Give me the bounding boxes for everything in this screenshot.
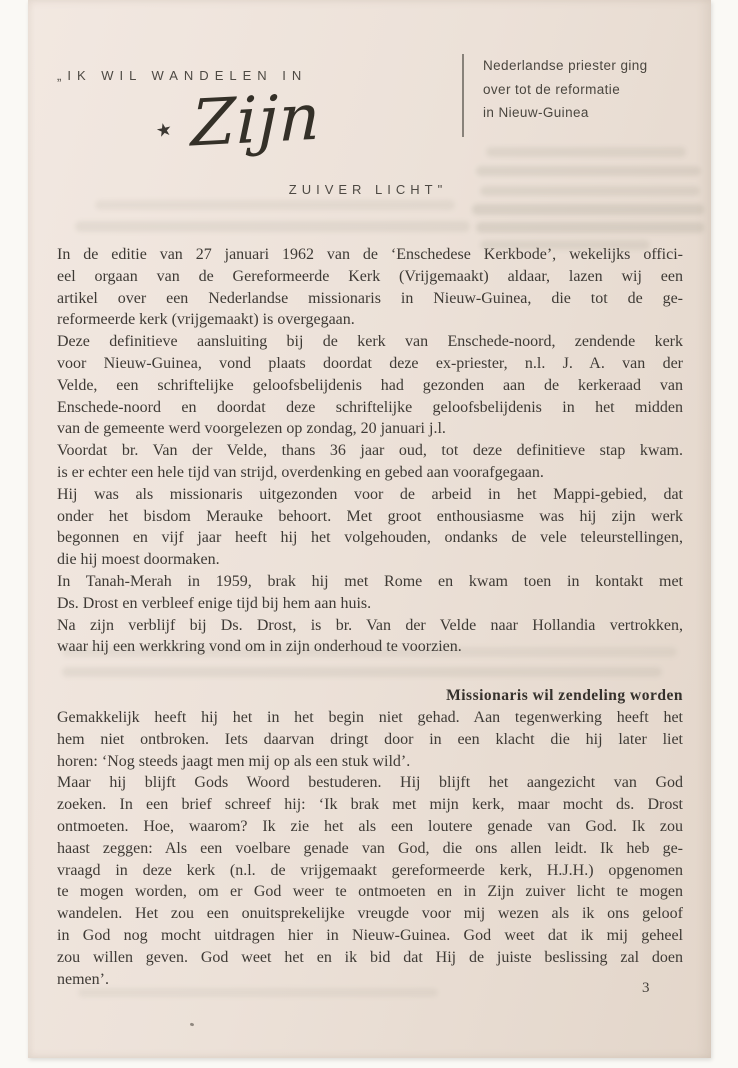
- bleed-through-mark: [476, 222, 704, 233]
- text-line: Maar hij blijft Gods Woord bestuderen. Hij blijft het aangezicht van God: [57, 774, 683, 792]
- text-line: wandelen. Het zou een onuitsprekelijke vreugde voor mij wezen als ik ons geloof: [57, 905, 683, 923]
- star-icon: ★: [153, 118, 175, 143]
- bleed-through-mark: [480, 186, 700, 196]
- text-line: Velde, een schriftelijke geloofsbelijdenis had gezonden aan de kerkeraad van: [57, 376, 683, 394]
- bleed-through-mark: [95, 200, 455, 210]
- paragraph: [57, 331, 683, 440]
- side-note-line: in Nieuw-Guinea: [483, 105, 589, 120]
- paragraph: [57, 707, 683, 772]
- paper-speck: [190, 1022, 195, 1026]
- text-line: hem niet ontbroken. Iets daarvan dringt door in een klacht die hij later liet: [57, 730, 683, 748]
- text-line: haast zeggen: Als een voelbare genade van God, die ons allen leidt. Ik heb ge-: [57, 839, 683, 857]
- page-number: 3: [642, 980, 650, 996]
- text-line: onder het bisdom Merauke behoort. Met groot enthousiasme was hij zijn werk: [57, 507, 683, 525]
- text-line: zou willen geven. God weet het en ik bid dat Hij de juiste beslissing zal doen: [57, 948, 683, 966]
- text-line: Hij was als missionaris uitgezonden voor de arbeid in het Mappi-gebied, dat: [57, 485, 683, 503]
- text-line: vraagd in deze kerk (n.l. de vrijgemaakt gereformeerde kerk, H.J.H.) opgenomen: [57, 861, 683, 879]
- bleed-through-mark: [486, 147, 686, 157]
- text-line: te mogen worden, om er God weer te ontmoeten en in Zijn zuiver licht te mogen: [57, 883, 683, 901]
- text-line: In de editie van 27 januari 1962 van de ‘Enschedese Kerkbode’, wekelijks offici-: [57, 246, 683, 263]
- text-line: voor Nieuw-Guinea, vond plaats doordat deze ex-priester, n.l. J. A. van der: [57, 354, 683, 372]
- text-line: Gemakkelijk heeft hij het in het begin niet gehad. Aan tegenwerking heeft het: [57, 708, 683, 726]
- paragraph: [57, 571, 683, 615]
- side-note-line: over tot de reformatie: [483, 81, 621, 97]
- text-line: zoeken. In een brief schreef hij: ‘Ik brak met mijn kerk, maar mocht ds. Drost: [57, 796, 683, 814]
- text-line: Voordat br. Van der Velde, thans 36 jaar oud, tot deze definitieve stap kwam.: [57, 442, 683, 460]
- title-subtitle: ZUIVER LICHT": [288, 182, 448, 197]
- bleed-through-mark: [75, 221, 470, 232]
- section-heading: Missionaris wil zendeling worden: [446, 687, 683, 705]
- paragraph: [57, 772, 683, 990]
- text-line: Enschede-noord en doordat deze schriftelijke geloofsbelijdenis in het midden: [57, 398, 683, 416]
- bleed-through-mark: [476, 166, 701, 176]
- text-line: eel orgaan van de Gereformeerde Kerk (Vrijgemaakt) aldaar, lazen wij een: [57, 267, 683, 285]
- paragraph: [57, 484, 683, 571]
- title-script-word: Zijn: [190, 80, 322, 162]
- page-scan: [28, 0, 711, 1058]
- side-note-line: Nederlandse priester ging: [483, 58, 648, 73]
- header-side-note: [483, 54, 713, 125]
- text-line: Deze definitieve aansluiting bij de kerk van Enschede-noord, zendende kerk: [57, 333, 683, 351]
- paragraph: [57, 244, 683, 331]
- text-line: Na zijn verblijf bij Ds. Drost, is br. Van der Velde naar Hollandia vertrokken,: [57, 616, 683, 634]
- text-line: begonnen en vijf jaar heeft hij het volgehouden, ondanks de vele teleurstellingen,: [57, 529, 683, 547]
- text-line: in God nog mocht uitdragen hier in Nieuw-Guinea. God weet dat ik mij geheel: [57, 926, 683, 944]
- header-divider-rule: [462, 54, 464, 137]
- text-line: van de gemeente werd voorgelezen op zondag, 20 januari j.l.: [57, 420, 446, 438]
- paragraph: [57, 615, 683, 659]
- text-line: artikel over een Nederlandse missionaris in Nieuw-Guinea, die tot de ge-: [57, 289, 683, 307]
- text-line: Ds. Drost en verbleef enige tijd bij hem aan huis.: [57, 594, 372, 612]
- text-line: nemen’.: [57, 970, 109, 988]
- text-line: die hij moest doormaken.: [57, 551, 220, 569]
- paragraph: [57, 440, 683, 484]
- text-line: In Tanah-Merah in 1959, brak hij met Rome en kwam toen in kontakt met: [57, 572, 683, 590]
- text-line: reformeerde kerk (vrijgemaakt) is overgegaan.: [57, 311, 355, 329]
- text-line: horen: ‘Nog steeds jaagt men mij op als een stuk wild’.: [57, 752, 411, 770]
- text-line: is er echter een hele tijd van strijd, overdenking en gebed aan voorafgegaan.: [57, 463, 544, 481]
- bleed-through-mark: [472, 204, 704, 215]
- text-line: waar hij een werkkring vond om in zijn onderhoud te voorzien.: [57, 638, 462, 656]
- article-body: [57, 244, 683, 990]
- text-line: ontmoeten. Hoe, waarom? Ik zie het als een loutere genade van God. Ik zou: [57, 817, 683, 835]
- title-kicker: „IK WIL WANDELEN IN: [57, 68, 308, 83]
